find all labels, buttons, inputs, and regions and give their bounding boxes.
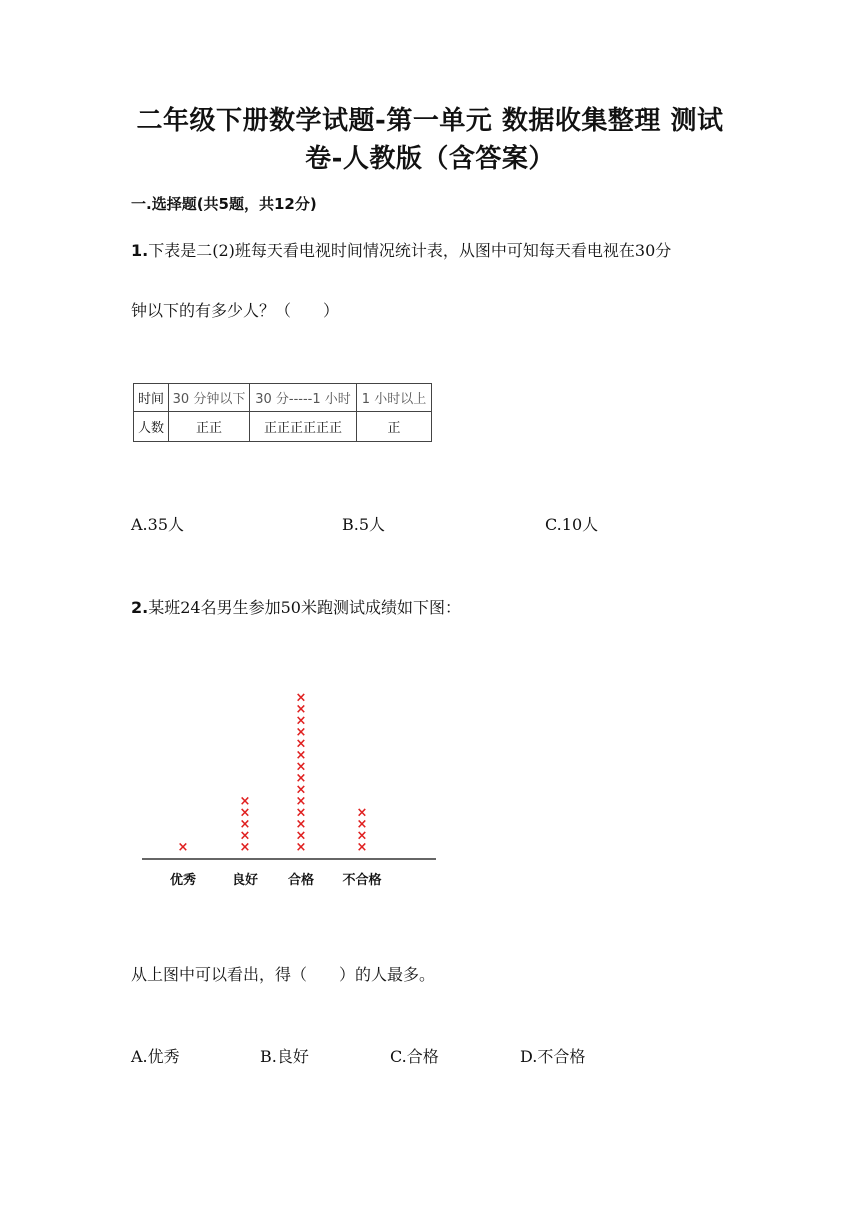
question-2-option-a[interactable]: A.优秀 — [131, 1047, 180, 1066]
chart-mark: × — [239, 794, 251, 809]
title-line-1: 二年级下册数学试题-第一单元 数据收集整理 测试 — [136, 106, 724, 136]
table-cell: 正正正正正正 — [250, 412, 357, 442]
question-1-option-c[interactable]: C.10人 — [545, 515, 599, 534]
chart-mark: × — [295, 713, 307, 729]
chart-mark: × — [295, 794, 307, 809]
chart-category-label: 不合格 — [342, 873, 382, 888]
question-2-number: 2. — [131, 598, 149, 617]
chart-mark: × — [295, 748, 307, 763]
question-1-line-2: 钟以下的有多少人？（ ） — [131, 301, 340, 320]
chart-mark: × — [295, 840, 307, 855]
question-1-option-a[interactable]: A.35人 — [131, 515, 185, 534]
table-row — [134, 412, 432, 442]
tally-table — [133, 383, 432, 442]
chart-category-label: 合格 — [287, 873, 315, 888]
question-1-text: 下表是二(2)班每天看电视时间情况统计表，从图中可知每天看电视在30分 — [148, 241, 672, 260]
table-row — [134, 384, 432, 412]
question-2-line — [131, 595, 461, 618]
chart-category-label: 优秀 — [169, 873, 197, 888]
title-line-2: 卷-人教版（含答案） — [305, 144, 555, 174]
chart-mark: × — [295, 690, 307, 706]
page-title — [90, 102, 770, 178]
chart-mark: × — [239, 828, 251, 844]
question-2-option-c[interactable]: C.合格 — [390, 1047, 439, 1066]
question-2-option-b[interactable]: B.良好 — [260, 1047, 309, 1066]
chart-mark: × — [356, 817, 368, 832]
question-2-followup: 从上图中可以看出，得（ ）的人最多。 — [131, 965, 436, 984]
section-heading: 一.选择题(共5题，共12分) — [131, 195, 317, 213]
chart-mark: × — [239, 817, 251, 832]
chart-category-labels — [170, 872, 382, 888]
table-cell: 1 小时以上 — [357, 384, 432, 412]
chart-category-label: 良好 — [231, 873, 259, 888]
chart-mark: × — [295, 759, 307, 775]
question-1-number: 1. — [131, 241, 149, 260]
table-cell: 30 分钟以下 — [169, 384, 250, 412]
chart-marks — [178, 691, 368, 856]
table-cell: 正 — [357, 412, 432, 442]
chart-mark: × — [177, 840, 189, 855]
chart-mark: × — [239, 840, 251, 855]
chart-mark: × — [239, 805, 251, 821]
chart-mark: × — [356, 840, 368, 855]
chart-mark: × — [356, 805, 368, 821]
table-cell: 正正 — [169, 412, 250, 442]
question-2-text: 某班24名男生参加50米跑测试成绩如下图： — [148, 598, 461, 617]
chart-mark: × — [295, 805, 307, 821]
chart-mark: × — [295, 817, 307, 832]
chart-mark: × — [295, 736, 307, 752]
chart-mark: × — [295, 725, 307, 740]
chart-mark: × — [356, 828, 368, 844]
table-cell: 人数 — [134, 412, 169, 442]
question-2-option-d[interactable]: D.不合格 — [520, 1047, 586, 1066]
question-1-line-1 — [131, 238, 671, 261]
chart-mark: × — [295, 702, 307, 717]
table-cell: 时间 — [134, 384, 169, 412]
chart-mark: × — [295, 782, 307, 798]
line-plot-chart — [140, 680, 440, 890]
question-1-option-b[interactable]: B.5人 — [342, 515, 386, 534]
chart-mark: × — [295, 771, 307, 786]
chart-mark: × — [295, 828, 307, 844]
table-cell: 30 分-----1 小时 — [250, 384, 357, 412]
